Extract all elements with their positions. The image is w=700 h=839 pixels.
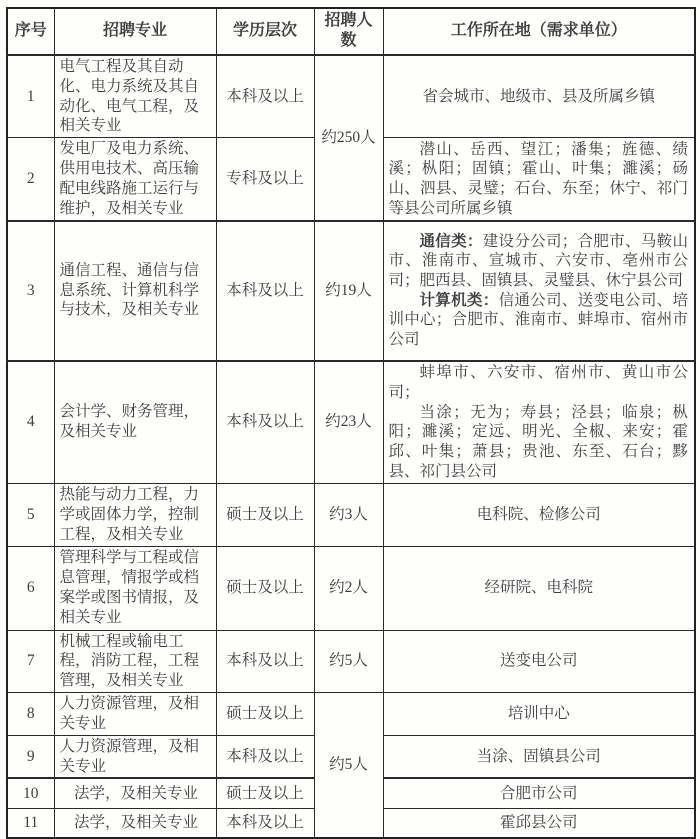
location-paragraph: 蚌埠市、六安市、宿州市、黄山市公司；	[388, 364, 688, 401]
row-number: 6	[7, 546, 54, 630]
major-cell: 会计学、财务管理，及相关专业	[54, 361, 216, 484]
row-number: 3	[7, 221, 54, 361]
location-cell: 经研院、电科院	[383, 546, 695, 630]
location-cell: 送变电公司	[383, 630, 695, 692]
row-number: 2	[7, 138, 54, 221]
degree-cell: 专科及以上	[216, 138, 314, 221]
row-number: 1	[7, 55, 54, 138]
location-paragraph: 通信类：建设分公司；合肥市、马鞍山市、淮南市、宣城市、六安市、亳州市公司；肥西县、固镇县、灵璧县、休宁县公司	[388, 232, 688, 289]
table-row	[7, 546, 695, 630]
row-number: 9	[7, 735, 54, 778]
degree-cell: 本科及以上	[216, 221, 314, 361]
recruitment-table	[6, 7, 696, 839]
count-cell: 约3人	[314, 484, 383, 546]
header-no: 序号	[7, 8, 54, 55]
location-cell: 当涂、固镇县公司	[383, 735, 695, 778]
major-cell: 管理科学与工程或信息管理，情报学或档案学或图书情报，及相关专业	[54, 546, 216, 630]
header-count: 招聘人数	[314, 8, 383, 55]
header-location: 工作所在地（需求单位）	[383, 8, 695, 55]
major-cell: 发电厂及电力系统、供用电技术、高压输配电线路施工运行与维护，及相关专业	[54, 138, 216, 221]
location-cell	[383, 361, 695, 484]
count-cell-merged: 约5人	[314, 693, 383, 839]
row-number: 7	[7, 630, 54, 692]
location-cell: 培训中心	[383, 693, 695, 736]
header-degree: 学历层次	[216, 8, 314, 55]
count-cell: 约5人	[314, 630, 383, 692]
major-cell: 人力资源管理，及相关专业	[54, 735, 216, 778]
location-paragraph: 当涂；无为；寿县；泾县；临泉；枞阳；濉溪；定远、明光、全椒、来安；霍邱、叶集；萧县；贵池、东至、石台；黟县、祁门县公司	[388, 403, 688, 480]
degree-cell: 本科及以上	[216, 361, 314, 484]
count-cell-merged: 约250人	[314, 55, 383, 221]
count-cell: 约2人	[314, 546, 383, 630]
degree-cell: 本科及以上	[216, 808, 314, 838]
row-number: 4	[7, 361, 54, 484]
category-label: 通信类：	[419, 232, 483, 250]
major-cell: 通信工程、通信与信息系统、计算机科学与技术，及相关专业	[54, 221, 216, 361]
table-row	[7, 630, 695, 692]
count-cell: 约23人	[314, 361, 383, 484]
degree-cell: 本科及以上	[216, 55, 314, 138]
location-cell: 合肥市公司	[383, 778, 695, 808]
degree-cell: 本科及以上	[216, 735, 314, 778]
location-paragraph: 计算机类：信通公司、送变电公司、培训中心；合肥市、淮南市、蚌埠市、宿州市公司	[388, 291, 688, 348]
major-cell: 法学，及相关专业	[54, 808, 216, 838]
header-row	[7, 8, 695, 55]
location-cell: 霍邱县公司	[383, 808, 695, 838]
category-label: 计算机类：	[419, 291, 499, 309]
row-number: 8	[7, 693, 54, 736]
degree-cell: 硕士及以上	[216, 546, 314, 630]
location-paragraph: 潜山、岳西、望江；潘集；旌德、绩溪；枞阳；固镇；霍山、叶集；濉溪；砀山、泗县、灵璧；石台、东至；休宁、祁门等县公司所属乡镇	[388, 140, 688, 217]
location-cell	[383, 221, 695, 361]
major-cell: 机械工程或输电工程，消防工程，工程管理，及相关专业	[54, 630, 216, 692]
degree-cell: 本科及以上	[216, 630, 314, 692]
major-cell: 热能与动力工程，力学或固体力学，控制工程，及相关专业	[54, 484, 216, 546]
table-row	[7, 693, 695, 736]
table-row	[7, 361, 695, 484]
count-cell: 约19人	[314, 221, 383, 361]
row-number: 11	[7, 808, 54, 838]
row-number: 5	[7, 484, 54, 546]
location-cell: 电科院、检修公司	[383, 484, 695, 546]
table-row	[7, 484, 695, 546]
location-cell: 省会城市、地级市、县及所属乡镇	[383, 55, 695, 138]
degree-cell: 硕士及以上	[216, 693, 314, 736]
major-cell: 人力资源管理，及相关专业	[54, 693, 216, 736]
row-number: 10	[7, 778, 54, 808]
table-row	[7, 55, 695, 138]
major-cell: 法学，及相关专业	[54, 778, 216, 808]
degree-cell: 硕士及以上	[216, 484, 314, 546]
table-row	[7, 221, 695, 361]
location-cell	[383, 138, 695, 221]
major-cell: 电气工程及其自动化、电力系统及其自动化、电气工程，及相关专业	[54, 55, 216, 138]
header-major: 招聘专业	[54, 8, 216, 55]
degree-cell: 硕士及以上	[216, 778, 314, 808]
